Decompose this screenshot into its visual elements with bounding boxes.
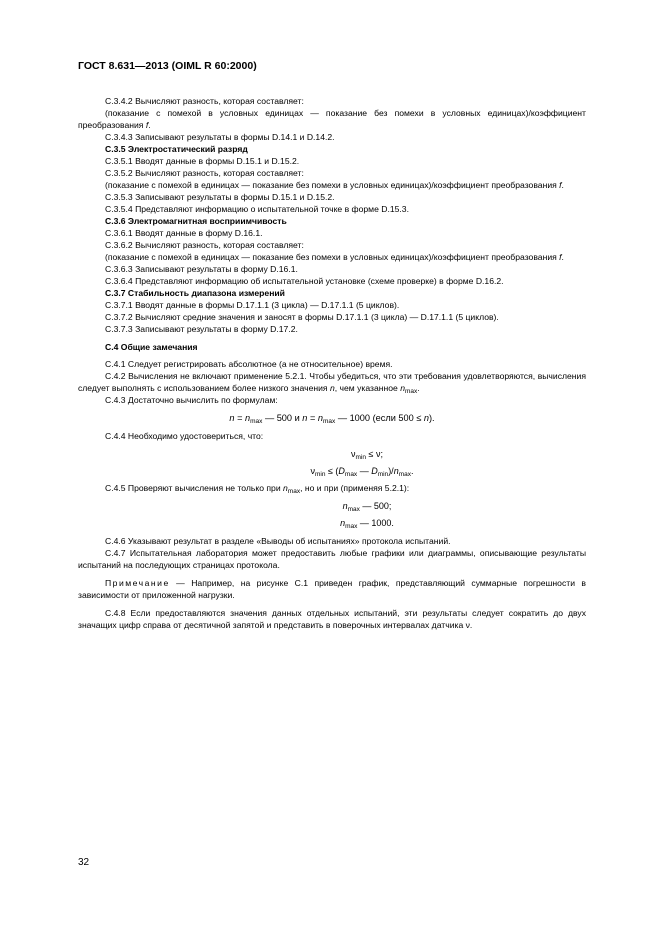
clause-c373: С.3.7.3 Записывают результаты в форму D.17.2. bbox=[105, 324, 298, 334]
subscript: max bbox=[287, 488, 301, 495]
variable-n: n bbox=[245, 413, 251, 423]
subscript: min bbox=[377, 471, 389, 478]
subscript: max bbox=[404, 388, 418, 395]
variable-n: n bbox=[302, 413, 308, 423]
clause-c362: С.3.6.2 Вычисляют разность, которая составляет: bbox=[105, 240, 304, 250]
clause-c361: С.3.6.1 Вводят данные в форму D.16.1. bbox=[105, 228, 263, 238]
clause-c362-formula: (показание с помехой в единицах — показание без помехи в условных единицах)/коэффициент преобразования f. bbox=[105, 252, 564, 262]
formula-vmin-range bbox=[78, 465, 586, 477]
subscript: max bbox=[345, 523, 358, 530]
section-c35-heading: С.3.5 Электростатический разряд bbox=[105, 144, 248, 154]
formula-n bbox=[78, 412, 586, 424]
variable-n: n bbox=[423, 413, 429, 423]
variable-n: n bbox=[283, 483, 288, 493]
text: — 500; bbox=[359, 501, 392, 511]
text: — 1000. bbox=[357, 518, 394, 528]
document-header: ГОСТ 8.631—2013 (OIML R 60:2000) bbox=[78, 60, 257, 72]
variable-n: n bbox=[229, 413, 235, 423]
text: )/ bbox=[388, 466, 394, 476]
subscript: max bbox=[250, 418, 263, 425]
clause-c342-formula: (показание с помехой в условных единицах — показание без помехи в условных единицах)/коэффициент преобразования f. bbox=[78, 108, 586, 130]
text: С.4.2 Вычисления не включают применение 5.2.1. Чтобы убедиться, что эти требования удовлетворяются, вычисления следует выполнять с использованием более низкого значения bbox=[78, 371, 586, 393]
text: ν bbox=[351, 449, 356, 459]
clause-c45 bbox=[78, 482, 586, 494]
clause-c44: С.4.4 Необходимо удостовериться, что: bbox=[105, 431, 264, 441]
variable-f: f bbox=[559, 252, 562, 262]
text: , но и при (применяя 5.2.1): bbox=[300, 483, 410, 493]
note-text: — Например, на рисунке С.1 приведен график, представляющий суммарные погрешности в зависимости от приложенной нагрузки. bbox=[78, 578, 586, 600]
text: ν bbox=[310, 466, 315, 476]
section-c36-heading: С.3.6 Электромагнитная восприимчивость bbox=[105, 216, 287, 226]
variable-f: f bbox=[145, 120, 149, 130]
text: . bbox=[417, 383, 420, 393]
text: (показание с помехой в условных единицах — показание без помехи в условных единицах)/коэффициент преобразования bbox=[78, 108, 586, 130]
variable-d: D bbox=[338, 466, 345, 476]
clause-c371: С.3.7.1 Вводят данные в формы D.17.1.1 (3 цикла) — D.17.1.1 (5 циклов). bbox=[105, 300, 400, 310]
document-body bbox=[78, 95, 586, 631]
subscript: min bbox=[355, 454, 367, 461]
text: = bbox=[234, 413, 245, 423]
clause-c352-formula: (показание с помехой в единицах — показание без помехи в условных единицах)/коэффициент преобразования f. bbox=[105, 180, 564, 190]
text: = bbox=[307, 413, 318, 423]
clause-c342: С.3.4.2 Вычисляют разность, которая составляет: bbox=[105, 96, 304, 106]
clause-c42 bbox=[78, 370, 586, 394]
subscript: max bbox=[398, 471, 411, 478]
clause-c41: С.4.1 Следует регистрировать абсолютное (а не относительное) время. bbox=[105, 359, 393, 369]
text: С.4.5 Проверяют вычисления не только при bbox=[105, 483, 284, 493]
clause-c364: С.3.6.4 Представляют информацию об испытательной установке (схеме проверке) в форме D.16.2. bbox=[105, 276, 504, 286]
variable-n: n bbox=[342, 501, 348, 511]
page-number: 32 bbox=[78, 857, 90, 868]
clause-c46: С.4.6 Указывают результат в разделе «Выводы об испытаниях» протокола испытаний. bbox=[105, 536, 451, 546]
formula-nmax-1000 bbox=[78, 517, 586, 529]
clause-c363: С.3.6.3 Записывают результаты в форму D.16.1. bbox=[105, 264, 298, 274]
subscript: min bbox=[314, 471, 326, 478]
text: , чем указанное bbox=[334, 383, 401, 393]
note bbox=[78, 577, 586, 601]
variable-n: n bbox=[317, 413, 323, 423]
clause-c352: С.3.5.2 Вычисляют разность, которая составляет: bbox=[105, 168, 304, 178]
variable-d: D bbox=[371, 466, 378, 476]
text: (показание с помехой в единицах — показание без помехи в условных единицах)/коэффициент преобразования bbox=[105, 180, 560, 190]
variable-n: n bbox=[400, 383, 405, 393]
subscript: max bbox=[344, 471, 358, 478]
text: . bbox=[410, 466, 414, 476]
text: ≤ ν; bbox=[366, 449, 383, 459]
subscript: max bbox=[323, 418, 336, 425]
clause-c43: С.4.3 Достаточно вычислить по формулам: bbox=[105, 395, 278, 405]
formula-vmin bbox=[78, 448, 586, 460]
clause-c353: С.3.5.3 Записывают результаты в формы D.15.1 и D.15.2. bbox=[105, 192, 335, 202]
text: — 500 и bbox=[262, 413, 303, 423]
section-c4-heading: С.4 Общие замечания bbox=[105, 342, 198, 352]
clause-c351: С.3.5.1 Вводят данные в формы D.15.1 и D.15.2. bbox=[105, 156, 300, 166]
text: ). bbox=[428, 413, 435, 423]
subscript: max bbox=[347, 506, 360, 513]
variable-n: n bbox=[340, 518, 346, 528]
variable-f: f bbox=[559, 180, 562, 190]
clause-c354: С.3.5.4 Представляют информацию о испытательной точке в форме D.15.3. bbox=[105, 204, 409, 214]
clause-c47: С.4.7 Испытательная лаборатория может предоставить любые графики или диаграммы, описывающие результаты испытаний на последующих страницах протокола. bbox=[78, 548, 586, 570]
text: ≤ ( bbox=[325, 466, 339, 476]
formula-nmax-500 bbox=[78, 500, 586, 512]
section-c37-heading: С.3.7 Стабильность диапазона измерений bbox=[105, 288, 285, 298]
text: (показание с помехой в единицах — показание без помехи в условных единицах)/коэффициент преобразования bbox=[105, 252, 560, 262]
variable-n: n bbox=[393, 466, 399, 476]
text: — bbox=[357, 466, 372, 476]
variable-n: n bbox=[329, 383, 335, 393]
clause-c343: С.3.4.3 Записывают результаты в формы D.14.1 и D.14.2. bbox=[105, 132, 335, 142]
clause-c372: С.3.7.2 Вычисляют средние значения и заносят в формы D.17.1.1 (3 цикла) — D.17.1.1 (5 циклов). bbox=[105, 312, 499, 322]
note-label: Примечание bbox=[105, 578, 170, 588]
text: — 1000 (если 500 ≤ bbox=[335, 413, 424, 423]
clause-c48: С.4.8 Если предоставляются значения данных отдельных испытаний, эти результаты следует сократить до двух значащих цифр справа от десятичной запятой и представить в поверочных интервалах датчика ν. bbox=[78, 608, 586, 630]
